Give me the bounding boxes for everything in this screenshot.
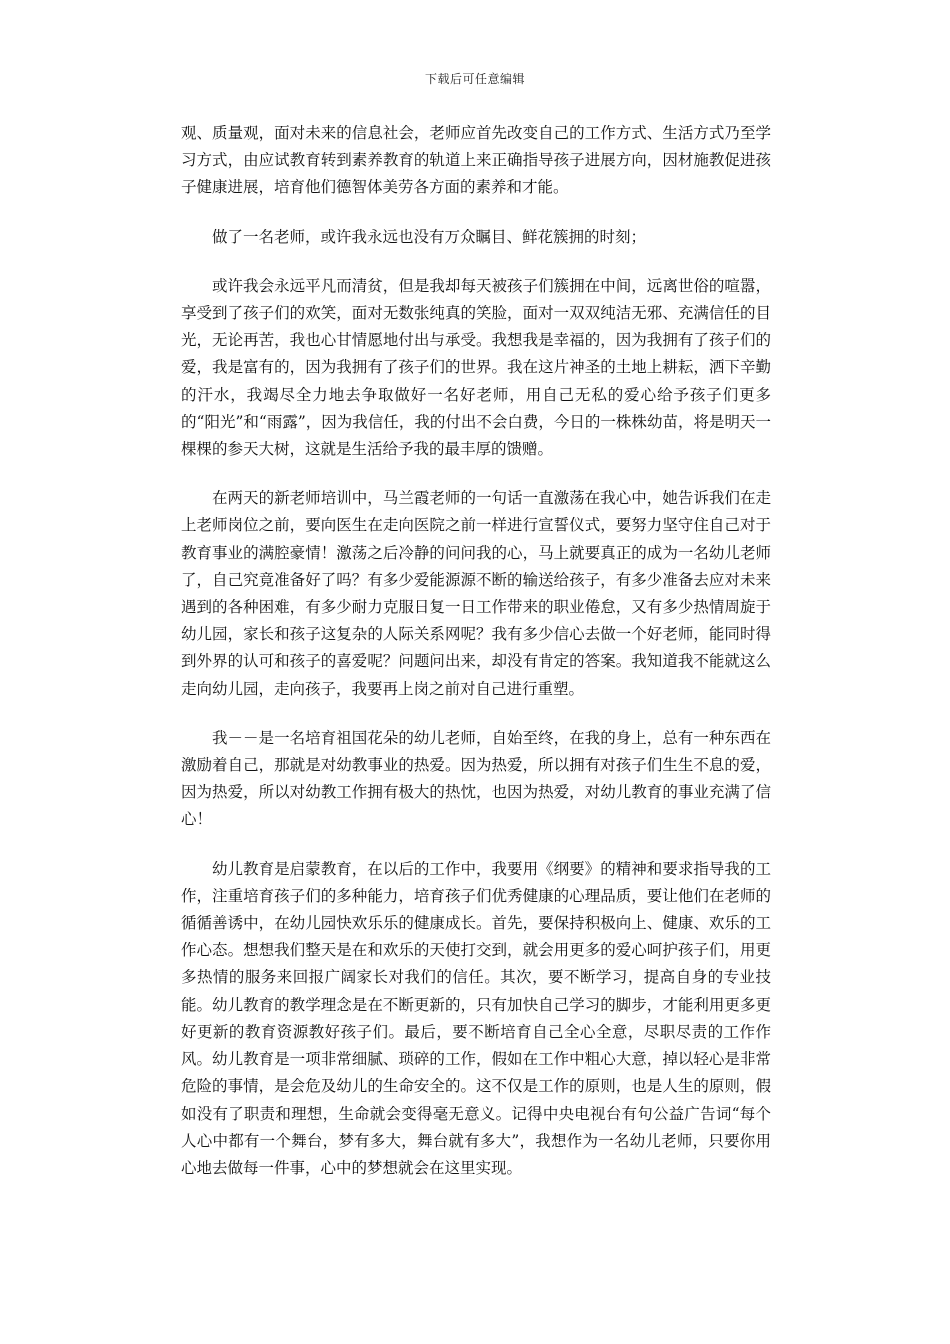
paragraph-6: 幼儿教育是启蒙教育，在以后的工作中，我要用《纲要》的精神和要求指导我的工作，注重培育孩子们的多种能力，培育孩子们优秀健康的心理品质，要让他们在老师的循循善诱中，在幼儿园快欢乐乐的健康成长。首先，要保持积极向上、健康、欢乐的工作心态。想想我们整天是在和欢乐的天使打交到，就会用更多的爱心呵护孩子们，用更多热情的服务来回报广阔家长对我们的信任。其次，要不断学习，提高自身的专业技能。幼儿教育的教学理念是在不断更新的，只有加快自己学习的脚步，才能利用更多更好更新的教育资源教好孩子们。最后，要不断培育自己全心全意，尽职尽责的工作作风。幼儿教育是一项非常细腻、琐碎的工作，假如在工作中粗心大意，掉以轻心是非常危险的事情，是会危及幼儿的生命安全的。这不仅是工作的原则，也是人生的原则，假如没有了职责和理想，生命就会变得毫无意义。记得中央电视台有句公益广告词“每个人心中都有一个舞台，梦有多大，舞台就有多大”，我想作为一名幼儿老师，只要你用心地去做每一件事，心中的梦想就会在这里实现。 [181,859,771,1177]
paragraph-4: 在两天的新老师培训中，马兰霞老师的一句话一直激荡在我心中，她告诉我们在走上老师岗位之前，要向医生在走向医院之前一样进行宣誓仪式，要努力坚守住自己对于教育事业的满腔豪情！激荡之后冷静的问问我的心，马上就要真正的成为一名幼儿老师了，自己究竟准备好了吗？有多少爱能源源不断的输送给孩子，有多少准备去应对未来遇到的各种困难，有多少耐力克服日复一日工作带来的职业倦怠，又有多少热情周旋于幼儿园，家长和孩子这复杂的人际关系网呢？我有多少信心去做一个好老师，能同时得到外界的认可和孩子的喜爱呢？问题问出来，却没有肯定的答案。我知道我不能就这么走向幼儿园，走向孩子，我要再上岗之前对自己进行重塑。 [181,489,771,698]
page-header: 下载后可任意编辑 [424,72,525,86]
paragraph-2: 做了一名老师，或许我永远也没有万众瞩目、鲜花簇拥的时刻； [212,227,647,246]
paragraph-5: 我－－是一名培育祖国花朵的幼儿老师，自始至终，在我的身上，总有一种东西在激励着自己，那就是对幼教事业的热爱。因为热爱，所以拥有对孩子们生生不息的爱，因为热爱，所以对幼教工作拥有极大的热忱，也因为热爱，对幼儿教育的事业充满了信心！ [181,728,771,829]
paragraph-3: 或许我会永远平凡而清贫，但是我却每天被孩子们簇拥在中间，远离世俗的喧嚣，享受到了孩子们的欢笑，面对无数张纯真的笑脸，面对一双双纯洁无邪、充满信任的目光，无论再苦，我也心甘情愿地付出与承受。我想我是幸福的，因为我拥有了孩子们的爱，我是富有的，因为我拥有了孩子们的世界。我在这片神圣的土地上耕耘，洒下辛勤的汗水，我竭尽全力地去争取做好一名好老师，用自己无私的爱心给予孩子们更多的“阳光”和“雨露”，因为我信任，我的付出不会白费，今日的一株株幼苗，将是明天一棵棵的参天大树，这就是生活给予我的最丰厚的馈赠。 [181,276,771,459]
document-body [181,120,771,1204]
paragraph-1: 观、质量观，面对未来的信息社会，老师应首先改变自己的工作方式、生活方式乃至学习方式，由应试教育转到素养教育的轨道上来正确指导孩子进展方向，因材施教促进孩子健康进展，培育他们德智体美劳各方面的素养和才能。 [181,124,771,197]
